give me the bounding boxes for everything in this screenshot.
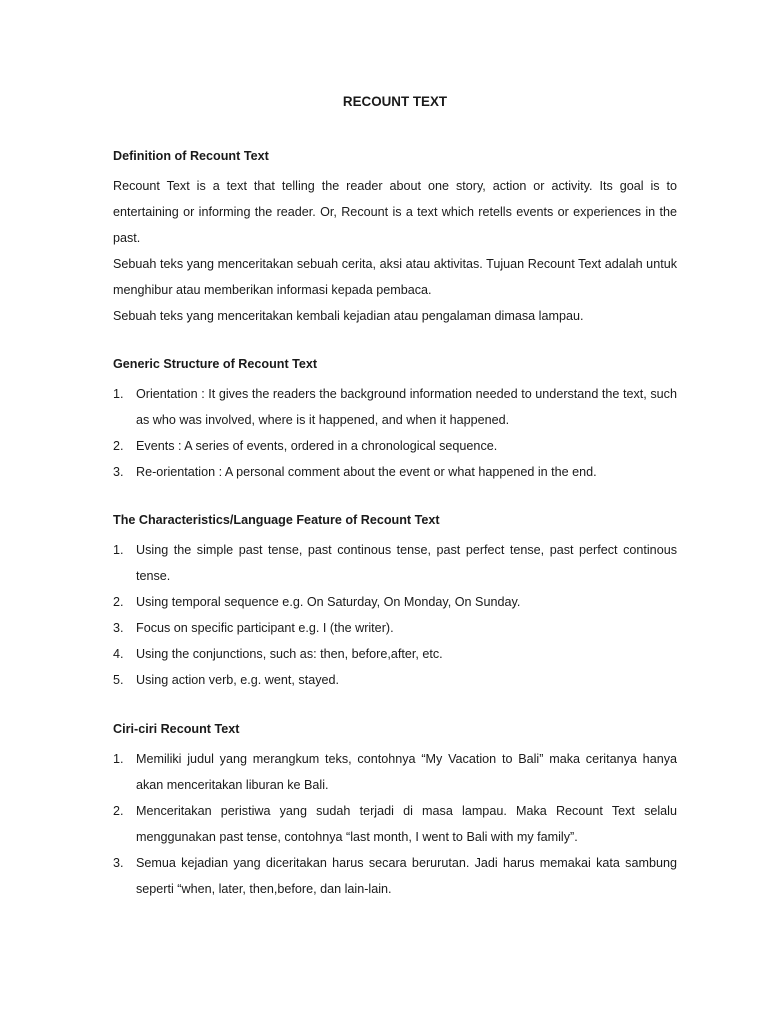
ciri-ciri-section [113, 720, 677, 902]
list-item-text: Using action verb, e.g. went, stayed. [136, 673, 340, 687]
list-item-text: Using the simple past tense, past continous tense, past perfect tense, past perfect continous tense. [136, 543, 677, 583]
list-item [113, 850, 677, 902]
list-number: 1. [113, 752, 124, 766]
list-number: 1. [113, 387, 124, 401]
list-item [113, 433, 677, 459]
list-item-text: Semua kejadian yang diceritakan harus secara berurutan. Jadi harus memakai kata sambung seperti “when, later, then,before, dan lain-lain. [136, 856, 677, 896]
definition-section [113, 147, 677, 329]
list-item [113, 641, 677, 667]
list-item [113, 798, 677, 850]
list-number: 1. [113, 543, 124, 557]
list-item-text: Memiliki judul yang merangkum teks, contohnya “My Vacation to Bali” maka ceritanya hanya akan menceritakan liburan ke Bali. [136, 752, 677, 792]
list-item-text: Using temporal sequence e.g. On Saturday, On Monday, On Sunday. [136, 595, 521, 609]
list-number: 3. [113, 856, 124, 870]
list-item [113, 667, 677, 693]
list-item-text: Orientation : It gives the readers the background information needed to understand the text, such as who was involved, where is it happened, and when it happened. [136, 387, 677, 427]
list-number: 4. [113, 647, 124, 661]
generic-structure-section [113, 355, 677, 485]
list-number: 2. [113, 804, 124, 818]
list-number: 5. [113, 673, 124, 687]
paragraph: Sebuah teks yang menceritakan kembali kejadian atau pengalaman dimasa lampau. [113, 309, 584, 323]
list-item-text: Menceritakan peristiwa yang sudah terjadi di masa lampau. Maka Recount Text selalu menggunakan past tense, contohnya “last month, I went to Bali with my family”. [136, 804, 677, 844]
section-heading: Definition of Recount Text [113, 149, 269, 163]
list-number: 2. [113, 595, 124, 609]
list-item-text: Events : A series of events, ordered in a chronological sequence. [136, 439, 498, 453]
list-item [113, 459, 677, 485]
paragraph: Sebuah teks yang menceritakan sebuah cerita, aksi atau aktivitas. Tujuan Recount Text adalah untuk menghibur atau memberikan informasi kepada pembaca. [113, 257, 677, 297]
list-item [113, 746, 677, 798]
list-item-text: Re-orientation : A personal comment about the event or what happened in the end. [136, 465, 597, 479]
numbered-list [113, 381, 677, 485]
list-number: 3. [113, 621, 124, 635]
paragraph: Recount Text is a text that telling the reader about one story, action or activity. Its goal is to entertaining or informing the reader. Or, Recount is a text which retells events or experiences in the past. [113, 179, 677, 245]
document-title: RECOUNT TEXT [342, 94, 448, 109]
list-item [113, 537, 677, 589]
numbered-list [113, 746, 677, 902]
list-number: 3. [113, 465, 124, 479]
list-item-text: Focus on specific participant e.g. I (the writer). [136, 621, 394, 635]
language-features-section [113, 511, 677, 693]
list-item-text: Using the conjunctions, such as: then, before,after, etc. [136, 647, 443, 661]
section-heading: Generic Structure of Recount Text [113, 357, 318, 371]
section-heading: Ciri-ciri Recount Text [113, 722, 240, 736]
list-item [113, 589, 677, 615]
section-heading: The Characteristics/Language Feature of Recount Text [113, 513, 440, 527]
list-number: 2. [113, 439, 124, 453]
list-item [113, 615, 677, 641]
list-item [113, 381, 677, 433]
numbered-list [113, 537, 677, 693]
